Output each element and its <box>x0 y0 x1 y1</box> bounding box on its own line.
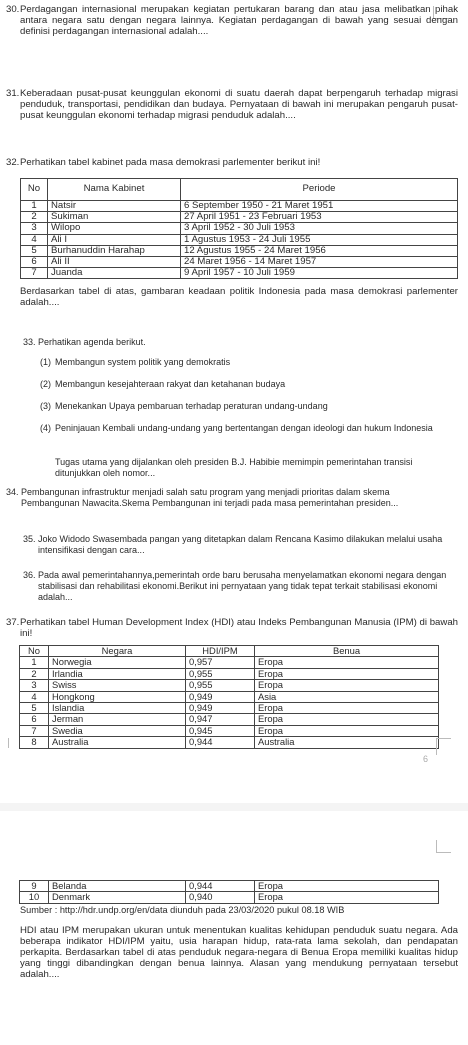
table-header-row <box>21 179 458 201</box>
question-number: 37. <box>6 617 20 628</box>
table-row <box>20 725 439 736</box>
cell-no: 3 <box>21 223 48 234</box>
item-text: Menekankan Upaya pembaruan terhadap peraturan undang-undang <box>55 401 328 411</box>
cell-hdi: 0,947 <box>186 714 255 725</box>
cell-cabinet: Juanda <box>48 268 181 279</box>
cell-cabinet: Ali I <box>48 234 181 245</box>
cell-period: 6 September 1950 - 21 Maret 1951 <box>181 201 458 212</box>
page-corner-mark <box>8 738 21 748</box>
question-number: 30. <box>6 4 20 15</box>
page-corner-mark <box>436 738 451 755</box>
cell-no: 7 <box>21 268 48 279</box>
table-row <box>20 680 439 691</box>
table-row <box>20 691 439 702</box>
cell-hdi: 0,945 <box>186 725 255 736</box>
table-row <box>20 881 439 892</box>
table-source: Sumber : http://hdr.undp.org/en/data diunduh pada 23/03/2020 pukul 08.18 WIB <box>20 905 345 915</box>
cell-country: Islandia <box>49 703 186 714</box>
table-row <box>20 737 439 748</box>
cell-no: 5 <box>20 703 49 714</box>
question-number: 34. <box>6 487 19 497</box>
hdi-table-continued <box>19 880 439 904</box>
table-row <box>21 223 458 234</box>
question-number: 36. <box>23 570 36 580</box>
cell-continent: Australia <box>255 737 439 748</box>
cell-no: 8 <box>20 737 49 748</box>
cell-country: Jerman <box>49 714 186 725</box>
cell-hdi: 0,957 <box>186 657 255 668</box>
header-continent: Benua <box>255 646 439 657</box>
question-number: 32. <box>6 157 20 168</box>
cell-no: 3 <box>20 680 49 691</box>
page-number: 6 <box>423 754 429 764</box>
table-row <box>21 257 458 268</box>
question-text: Perhatikan tabel kabinet pada masa demokrasi parlementer berikut ini! <box>20 157 321 168</box>
cell-hdi: 0,944 <box>186 881 255 892</box>
cell-hdi: 0,940 <box>186 892 255 903</box>
cell-no: 1 <box>20 657 49 668</box>
question-text: HDI atau IPM merupakan ukuran untuk menentukan kualitas kehidupan penduduk suatu negara. Ada beberapa indikator HDI/IPM yaitu, usia harapan hidup, rata-rata lama sekolah, dan pendapatan perkapita. Berdasarkan tabel di atas penduduk negara-negara di Benua Eropa memiliki kualitas hidup yang tinggi dibandingkan dengan benua lainnya. Alasan yang mendukung pernyataan tersebut adalah.... <box>20 925 458 980</box>
cell-no: 2 <box>20 668 49 679</box>
question-text: Pembangunan infrastruktur menjadi salah satu program yang menjadi prioritas dalam skema Pembangunan Nawacita.Skema Pembangunan ini terjadi pada masa pemerintahan presiden... <box>21 487 399 508</box>
question-text: Berdasarkan tabel di atas, gambaran keadaan politik Indonesia pada masa demokrasi parlementer adalah.... <box>20 286 458 308</box>
cell-no: 6 <box>21 257 48 268</box>
header-no: No <box>21 179 48 201</box>
header-hdi: HDI/IPM <box>186 646 255 657</box>
question-text: Perdagangan internasional merupakan kegiatan pertukaran barang dan atau jasa melibatkan pihak antara negara satu dengan negara lainnya. Kegiatan perdagangan di bawah yang sesuai dengan definisi perdagangan internasional adalah.... <box>20 4 458 37</box>
cell-no: 7 <box>20 725 49 736</box>
item-text: Membangun kesejahteraan rakyat dan ketahanan budaya <box>55 379 286 389</box>
cell-country: Swedia <box>49 725 186 736</box>
cell-cabinet: Wilopo <box>48 223 181 234</box>
table-row <box>21 212 458 223</box>
cell-cabinet: Natsir <box>48 201 181 212</box>
item-number: (2) <box>40 379 51 389</box>
table-row <box>21 234 458 245</box>
table-header-row <box>20 646 439 657</box>
table-row <box>21 245 458 256</box>
hdi-table <box>19 645 439 749</box>
table-row <box>20 892 439 903</box>
table-row <box>20 657 439 668</box>
header-no: No <box>20 646 49 657</box>
header-country: Negara <box>49 646 186 657</box>
cell-continent: Asia <box>255 691 439 702</box>
cell-country: Swiss <box>49 680 186 691</box>
cell-hdi: 0,944 <box>186 737 255 748</box>
cell-continent: Eropa <box>255 703 439 714</box>
table-row <box>20 668 439 679</box>
page-break <box>0 803 468 811</box>
cell-country: Norwegia <box>49 657 186 668</box>
cell-country: Denmark <box>49 892 186 903</box>
item-number: (1) <box>40 357 51 367</box>
question-number: 31. <box>6 88 20 99</box>
question-text: Perhatikan tabel Human Development Index (HDI) atau Indeks Pembangunan Manusia (IPM) di bawah ini! <box>20 617 458 639</box>
cell-no: 10 <box>20 892 49 903</box>
cell-period: 27 April 1951 - 23 Februari 1953 <box>181 212 458 223</box>
cell-period: 24 Maret 1956 - 14 Maret 1957 <box>181 257 458 268</box>
question-number: 35. <box>23 534 36 544</box>
item-text: Peninjauan Kembali undang-undang yang bertentangan dengan ideologi dan hukum Indonesia <box>55 423 433 433</box>
table-row <box>21 268 458 279</box>
cell-no: 4 <box>21 234 48 245</box>
item-number: (4) <box>40 423 51 433</box>
cell-no: 1 <box>21 201 48 212</box>
cell-hdi: 0,949 <box>186 691 255 702</box>
cell-no: 9 <box>20 881 49 892</box>
cell-period: 3 April 1952 - 30 Juli 1953 <box>181 223 458 234</box>
cabinet-table <box>20 178 458 279</box>
cell-country: Irlandia <box>49 668 186 679</box>
cell-hdi: 0,949 <box>186 703 255 714</box>
cell-country: Hongkong <box>49 691 186 702</box>
header-period: Periode <box>181 179 458 201</box>
agenda-list <box>40 357 450 497</box>
cell-period: 1 Agustus 1953 - 24 Juli 1955 <box>181 234 458 245</box>
cell-no: 5 <box>21 245 48 256</box>
cell-period: 12 Agustus 1955 - 24 Maret 1956 <box>181 245 458 256</box>
agenda-question: Tugas utama yang dijalankan oleh presiden B.J. Habibie memimpin pemerintahan transisi ditunjukkan oleh nomor... <box>55 457 413 478</box>
item-text: Membangun system politik yang demokratis <box>55 357 231 367</box>
cell-continent: Eropa <box>255 657 439 668</box>
cell-no: 2 <box>21 212 48 223</box>
cell-continent: Eropa <box>255 725 439 736</box>
question-text: Pada awal pemerintahannya,pemerintah orde baru berusaha menyelamatkan ekonomi negara dengan stabilisasi dan rehabilitasi ekonomi.Berikut ini pernyataan yang tidak tepat terkait stabilisasi ekonomi adalah... <box>38 570 447 602</box>
question-text: Keberadaan pusat-pusat keunggulan ekonomi di suatu daerah dapat berpengaruh terhadap migrasi penduduk, transportasi, pendidikan dan budaya. Pernyataan di bawah ini merupakan pengaruh pusat-pusat keunggulan ekonomi terhadap migrasi penduduk adalah.... <box>20 88 458 121</box>
cell-no: 4 <box>20 691 49 702</box>
cell-continent: Eropa <box>255 714 439 725</box>
header-cabinet: Nama Kabinet <box>48 179 181 201</box>
cell-continent: Eropa <box>255 892 439 903</box>
table-row <box>21 201 458 212</box>
cell-cabinet: Burhanuddin Harahap <box>48 245 181 256</box>
table-row <box>20 703 439 714</box>
table-row <box>20 714 439 725</box>
question-text: Joko Widodo Swasembada pangan yang ditetapkan dalam Rencana Kasimo dilakukan melalui usaha intensifikasi dengan cara... <box>38 534 443 555</box>
cell-cabinet: Sukiman <box>48 212 181 223</box>
cell-continent: Eropa <box>255 881 439 892</box>
cell-hdi: 0,955 <box>186 680 255 691</box>
cell-continent: Eropa <box>255 668 439 679</box>
cell-country: Australia <box>49 737 186 748</box>
item-number: (3) <box>40 401 51 411</box>
cell-continent: Eropa <box>255 680 439 691</box>
cell-country: Belanda <box>49 881 186 892</box>
page-corner-mark <box>436 840 451 853</box>
question-text: Perhatikan agenda berikut. <box>38 337 146 347</box>
cell-no: 6 <box>20 714 49 725</box>
cell-hdi: 0,955 <box>186 668 255 679</box>
cell-cabinet: Ali II <box>48 257 181 268</box>
question-number: 33. <box>23 337 36 347</box>
cell-period: 9 April 1957 - 10 Juli 1959 <box>181 268 458 279</box>
